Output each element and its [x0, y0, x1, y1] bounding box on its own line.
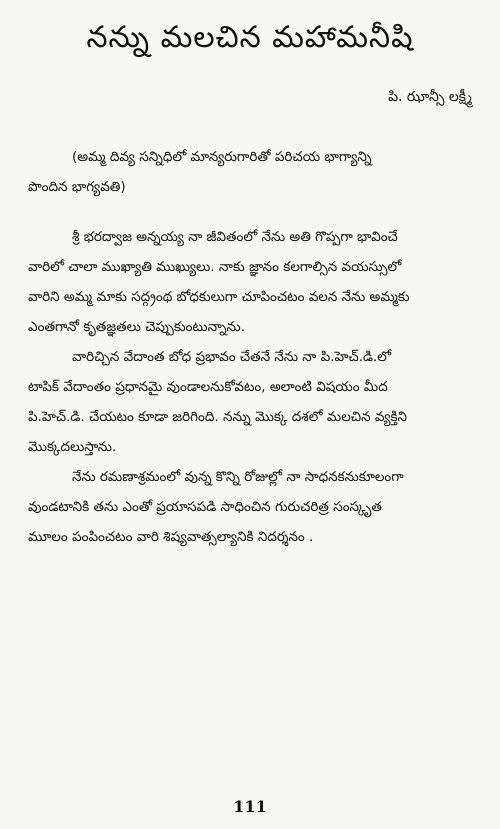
- text-line: వారిని అమ్మ మాకు సద్గ్రంథ బోధకులుగా చూపించటం వలన నేను అమ్మకు: [28, 289, 410, 305]
- text-line: ఎంతగానో కృతజ్ఞతలు చెప్పుకుంటున్నాను.: [28, 319, 245, 335]
- text-line: వారిచ్చిన వేదాంత బోధ ప్రభావం చేతనే నేను నా పి.హెచ్.డి.లో: [72, 349, 392, 365]
- paragraph: [28, 222, 474, 342]
- page-number: 111: [233, 797, 267, 816]
- intro-note: [28, 142, 474, 202]
- text-line: శ్రీ భరద్వాజ అన్నయ్య నా జీవితంలో నేను అతి గొప్పగా భావించే: [72, 229, 398, 245]
- paragraph: [28, 462, 474, 552]
- author-name: పి. ఝాన్సీ లక్ష్మీ: [388, 89, 472, 105]
- text-line: నేను రమణాశ్రమంలో వున్న కొన్ని రోజుల్లో నా సాధనకనుకూలంగా: [72, 469, 404, 485]
- text-line: మూలం పంపించటం వారి శిష్యవాత్సల్యానికి నిదర్శనం .: [28, 529, 314, 545]
- text-line: మొక్కదలుస్తాను.: [28, 439, 117, 455]
- page-title: నన్ను మలచిన మహామనీషి: [86, 20, 414, 55]
- intro-line: పొందిన భాగ్యవతి): [28, 179, 126, 195]
- paragraph: [28, 342, 474, 462]
- text-line: పి.హెచ్.డి. చేయటం కూడా జరిగింది. నన్ను మొక్క దశలో మలచిన వ్యక్తిని: [28, 409, 408, 425]
- intro-line: (అమ్మ దివ్య సన్నిధిలో మాన్యరుగారితో పరిచయ భాగ్యాన్ని: [72, 149, 372, 165]
- article-body: [28, 222, 474, 552]
- text-line: వుండటానికి తను ఎంతో ప్రయాసపడి సాధించిన గురుచరిత్ర సంస్కృత: [28, 499, 382, 515]
- text-line: టాపిక్ వేదాంతం ప్రధానమై వుండాలనుకోవటం, అలాంటి విషయం మీద: [28, 379, 388, 395]
- text-line: వారిలో చాలా ముఖ్యాతి ముఖ్యులు. నాకు జ్ఞానం కలగాల్సిన వయస్సులో: [28, 259, 402, 275]
